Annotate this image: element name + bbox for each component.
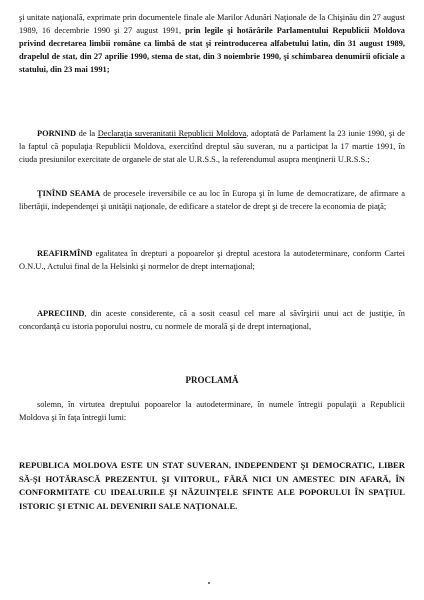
paragraph-bold-text: prin legile şi hotărârile Parlamentului Republicii Moldova privind decretarea limbii române ca limbă de stat şi reintroducerea alfabetului latin, din 31 august 1989, drapelul de stat, din 27 aprilie 1990, stema de stat, din 3 noiembrie 1990, şi schimbarea denumirii oficiale a statului, din 23 mai 1991; bbox=[19, 26, 405, 74]
paragraph-text: egalitatea în drepturi a popoarelor şi dreptul acestora la autodeterminare, conform Cartei O.N.U., Actului final de la Helsinki şi normelor de drept internaţional; bbox=[19, 249, 405, 271]
paragraph-text: de la bbox=[76, 129, 98, 138]
paragraph-bold-text: REPUBLICA MOLDOVA ESTE UN STAT SUVERAN, INDEPENDENT ŞI DEMOCRATIC, LIBER SĂ-ŞI HOTĂRASCĂ PREZENTUL ŞI VIITORUL, FĂRĂ NICI UN AMESTEC DIN AFARĂ, ÎN CONFORMITATE CU IDEALURILE ŞI NĂZUINŢELE SFINTE ALE POPORULUI ÎN SPAŢIUL ISTORIC ŞI ETNIC AL DEVENIRII SALE NAŢIONALE. bbox=[19, 460, 405, 511]
paragraph-text: de procesele ireversibile ce au loc în Europa şi în lume de democratizare, de afirmare a libertăţii, independenţei şi unităţii naţionale, de edificare a statelor de drept şi de trecere la economia de piaţă; bbox=[19, 189, 405, 211]
paragraph-lead: APRECIIND bbox=[37, 309, 85, 318]
paragraph-lead: PORNIND bbox=[37, 129, 77, 138]
declaration-link[interactable]: Declaraţia suveranitatii Republicii Moldova bbox=[97, 129, 247, 138]
paragraph-text: , adoptată de Parlament la 23 iunie 1990, şi de la faptul că populaţia Republicii Moldova, exercitînd dreptul său suveran, nu a participat la 17 martie 1991, în ciuda presiunilor exercitate de organele de stat ale U.R.S.S., la referendumul asupra menţinerii U.R.S.S.; bbox=[19, 129, 405, 164]
paragraph-reafirmind bbox=[19, 247, 405, 273]
proclamation-statement bbox=[19, 459, 405, 513]
paragraph-apreciind bbox=[19, 307, 405, 333]
paragraph-tinind-seama bbox=[19, 187, 405, 213]
paragraph-lead: ŢINÎND SEAMA bbox=[37, 189, 101, 198]
paragraph-continuation bbox=[19, 11, 405, 76]
paragraph-solemn bbox=[19, 398, 405, 424]
page-mark bbox=[208, 582, 210, 584]
paragraph-text: solemn, în virtutea dreptului popoarelor la autodeterminare, în numele întregii populaţii a Republicii Moldova şi în faţa întregii lumi: bbox=[19, 400, 405, 422]
heading-proclama: PROCLAMĂ bbox=[185, 375, 239, 385]
paragraph-text: , din aceste considerente, că a sosit ceasul cel mare al săvîrşirii unui act de justiţie, în concordanţă cu istoria poporului nostru, cu normele de morală şi de drept internaţional, bbox=[19, 309, 405, 331]
paragraph-text: şi unitate naţională, exprimate prin documentele finale ale Marilor Adunări Naţionale de la Chişinău din 27 august 1989, 16 decembrie 1990 şi 27 august 1991, bbox=[19, 13, 405, 35]
paragraph-lead: REAFIRMÎND bbox=[37, 249, 93, 258]
paragraph-pornind bbox=[19, 127, 405, 166]
